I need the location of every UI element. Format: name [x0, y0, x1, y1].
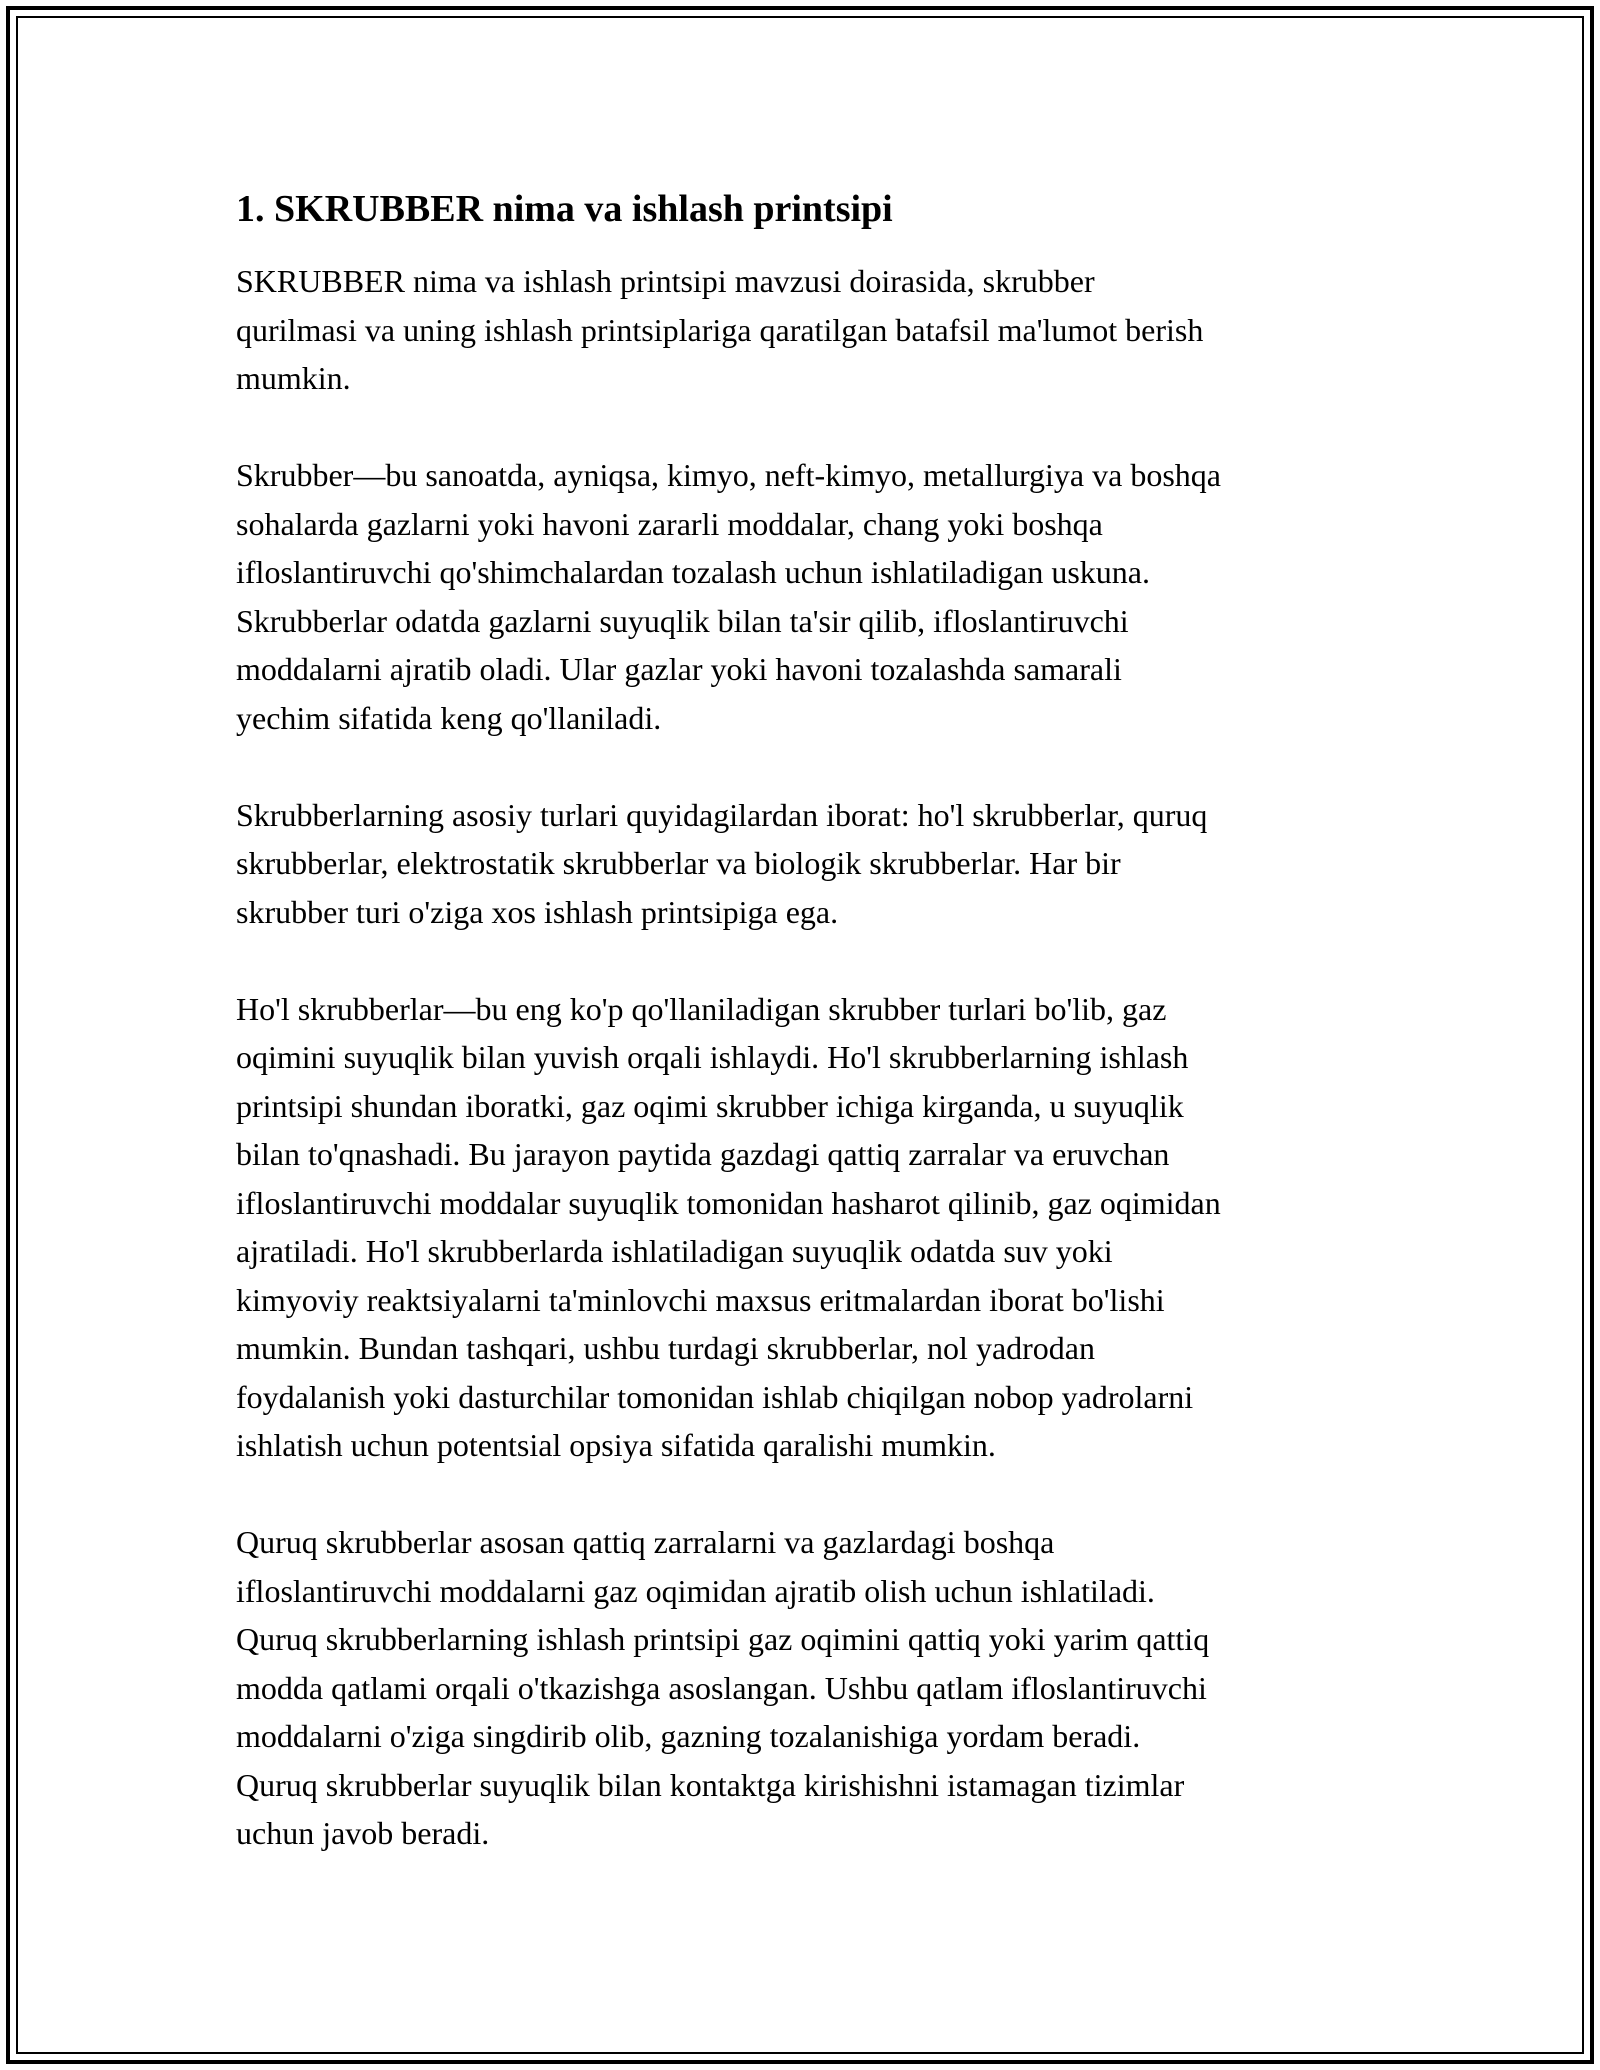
- paragraph-line: uchun javob beradi.: [236, 1815, 490, 1851]
- paragraph-line: Ho'l skrubberlar—bu eng ko'p qo'llaniladigan skrubber turlari bo'lib, gaz: [236, 990, 1167, 1027]
- paragraph-line: moddalarni o'ziga singdirib olib, gazning tozalanishiga yordam beradi.: [236, 1718, 1141, 1754]
- paragraph-line: mumkin. Bundan tashqari, ushbu turdagi skrubberlar, nol yadrodan: [236, 1330, 1095, 1366]
- paragraph-line: kimyoviy reaktsiyalarni ta'minlovchi maxsus eritmalardan iborat bo'lishi: [236, 1281, 1165, 1318]
- paragraph-2: [236, 451, 1376, 742]
- paragraph-line: bilan to'qnashadi. Bu jarayon paytida gazdagi qattiq zarralar va eruvchan: [236, 1136, 1170, 1172]
- paragraph-line: skrubberlar, elektrostatik skrubberlar va biologik skrubberlar. Har bir: [236, 845, 1121, 881]
- paragraph-line: Quruq skrubberlar suyuqlik bilan kontaktga kirishishni istamagan tizimlar: [236, 1766, 1185, 1803]
- paragraph-line: skrubber turi o'ziga xos ishlash printsipiga ega.: [236, 893, 839, 930]
- paragraph-line: Skrubberlar odatda gazlarni suyuqlik bilan ta'sir qilib, ifloslantiruvchi: [236, 602, 1129, 639]
- document-body: [236, 185, 1376, 1906]
- paragraph-line: Skrubberlarning asosiy turlari quyidagilardan iborat: ho'l skrubberlar, quruq: [236, 796, 1208, 833]
- paragraph-line: ifloslantiruvchi qo'shimchalardan tozalash uchun ishlatiladigan uskuna.: [236, 554, 1150, 590]
- paragraph-line: printsipi shundan iboratki, gaz oqimi skrubber ichiga kirganda, u suyuqlik: [236, 1087, 1184, 1124]
- paragraph-4: [236, 985, 1376, 1470]
- paragraph-line: ifloslantiruvchi moddalar suyuqlik tomonidan hasharot qilinib, gaz oqimidan: [236, 1184, 1221, 1221]
- page-title: 1. SKRUBBER nima va ishlash printsipi: [236, 188, 893, 230]
- paragraph-line: mumkin.: [236, 360, 351, 396]
- paragraph-line: yechim sifatida keng qo'llaniladi.: [236, 699, 662, 736]
- paragraph-line: ishlatish uchun potentsial opsiya sifatida qaralishi mumkin.: [236, 1427, 996, 1463]
- paragraph-line: modda qatlami orqali o'tkazishga asoslangan. Ushbu qatlam ifloslantiruvchi: [236, 1669, 1207, 1706]
- paragraph-line: sohalarda gazlarni yoki havoni zararli moddalar, chang yoki boshqa: [236, 505, 1103, 542]
- paragraph-line: ifloslantiruvchi moddalarni gaz oqimidan ajratib olish uchun ishlatiladi.: [236, 1572, 1155, 1609]
- paragraph-line: oqimini suyuqlik bilan yuvish orqali ishlaydi. Ho'l skrubberlarning ishlash: [236, 1039, 1189, 1075]
- paragraph-line: moddalarni ajratib oladi. Ular gazlar yoki havoni tozalashda samarali: [236, 651, 1122, 687]
- paragraph-line: qurilmasi va uning ishlash printsiplariga qaratilgan batafsil ma'lumot berish: [236, 311, 1204, 348]
- paragraph-5: [236, 1518, 1376, 1858]
- paragraph-line: Skrubber—bu sanoatda, ayniqsa, kimyo, neft-kimyo, metallurgiya va boshqa: [236, 457, 1221, 493]
- paragraph-line: Quruq skrubberlar asosan qattiq zarralarni va gazlardagi boshqa: [236, 1524, 1055, 1560]
- paragraph-line: Quruq skrubberlarning ishlash printsipi gaz oqimini qattiq yoki yarim qattiq: [236, 1621, 1210, 1657]
- paragraph-line: SKRUBBER nima va ishlash printsipi mavzusi doirasida, skrubber: [236, 263, 1095, 299]
- paragraph-list: [236, 257, 1376, 1858]
- paragraph-line: foydalanish yoki dasturchilar tomonidan ishlab chiqilgan nobop yadrolarni: [236, 1378, 1194, 1415]
- paragraph-line: ajratiladi. Ho'l skrubberlarda ishlatiladigan suyuqlik odatda suv yoki: [236, 1233, 1113, 1269]
- paragraph-1: [236, 257, 1376, 403]
- paragraph-3: [236, 791, 1376, 937]
